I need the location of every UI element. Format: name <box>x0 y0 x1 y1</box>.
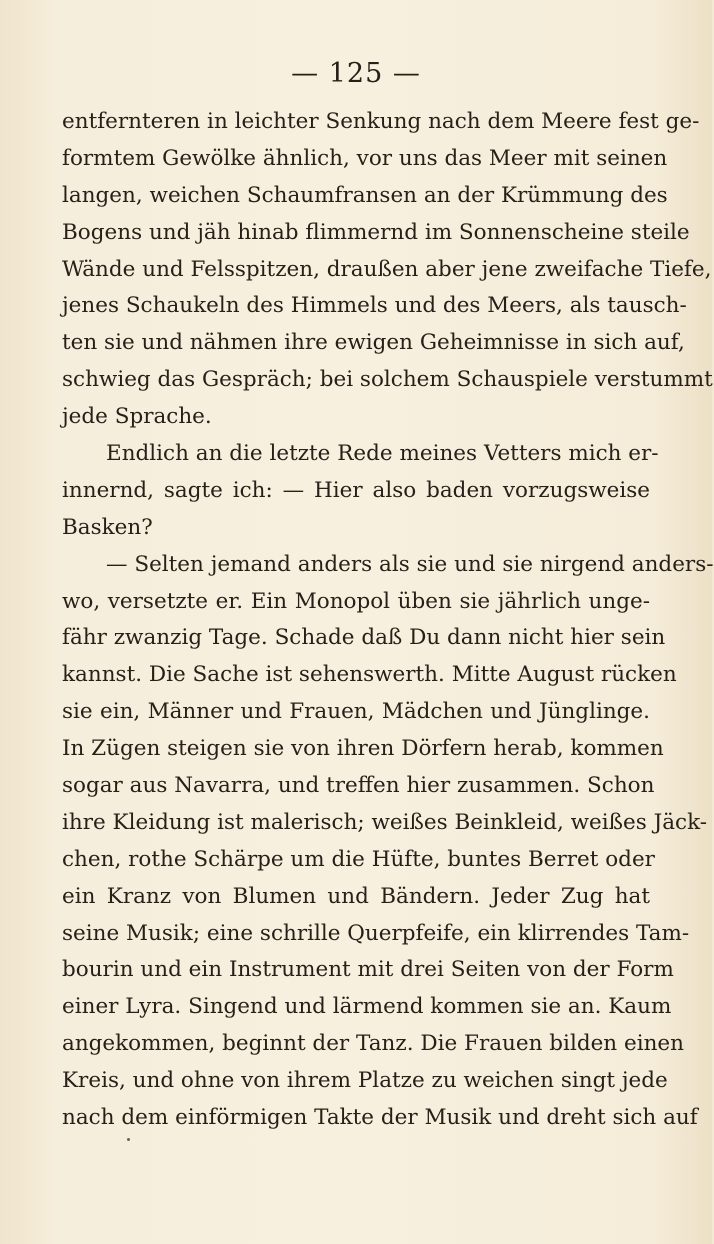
ink-speck <box>127 1138 130 1141</box>
text-line: ein Kranz von Blumen und Bändern. Jeder Zug hat <box>62 883 650 909</box>
text-line: fähr zwanzig Tage. Schade daß Du dann nicht hier sein <box>62 625 666 651</box>
text-line: In Zügen steigen sie von ihren Dörfern herab, kommen <box>62 736 664 762</box>
text-line: sie ein, Männer und Frauen, Mädchen und Jünglinge. <box>62 699 650 725</box>
text-line: innernd, sagte ich: — Hier also baden vorzugsweise <box>62 477 650 503</box>
text-line: Wände und Felsspitzen, draußen aber jene zweifache Tiefe, <box>62 256 712 282</box>
text-line: seine Musik; eine schrille Querpfeife, ein klirrendes Tam- <box>62 920 690 946</box>
text-line: ihre Kleidung ist malerisch; weißes Beinkleid, weißes Jäck- <box>62 809 707 835</box>
text-line: Endlich an die letzte Rede meines Vetters mich er- <box>106 441 659 467</box>
text-line: ten sie und nähmen ihre ewigen Geheimnisse in sich auf, <box>62 330 685 356</box>
text-line: nach dem einförmigen Takte der Musik und dreht sich auf <box>62 1105 698 1131</box>
text-line: Bogens und jäh hinab flimmernd im Sonnenscheine steile <box>62 219 690 245</box>
text-line: jede Sprache. <box>62 404 212 430</box>
page-number: — 125 — <box>291 58 421 89</box>
text-line: jenes Schaukeln des Himmels und des Meers, als tausch- <box>62 293 687 319</box>
text-line: bourin und ein Instrument mit drei Seiten von der Form <box>62 957 674 983</box>
text-line: sogar aus Navarra, und treffen hier zusammen. Schon <box>62 773 655 799</box>
text-line: langen, weichen Schaumfransen an der Krümmung des <box>62 182 668 208</box>
text-line: schwieg das Gespräch; bei solchem Schauspiele verstummt <box>62 367 713 393</box>
text-line: kannst. Die Sache ist sehenswerth. Mitte August rücken <box>62 662 677 688</box>
text-line: Kreis, und ohne von ihrem Platze zu weichen singt jede <box>62 1068 668 1094</box>
text-line: formtem Gewölke ähnlich, vor uns das Meer mit seinen <box>62 145 668 171</box>
text-line: — Selten jemand anders als sie und sie nirgend anders- <box>106 551 714 577</box>
text-line: entfernteren in leichter Senkung nach dem Meere fest ge- <box>62 109 700 134</box>
text-line: angekommen, beginnt der Tanz. Die Frauen bilden einen <box>62 1031 684 1057</box>
body-text <box>62 104 714 1137</box>
text-line: Basken? <box>62 514 153 540</box>
text-line: einer Lyra. Singend und lärmend kommen sie an. Kaum <box>62 994 672 1020</box>
text-line: wo, versetzte er. Ein Monopol üben sie jährlich unge- <box>62 588 650 614</box>
text-line: chen, rothe Schärpe um die Hüfte, buntes Berret oder <box>62 846 655 872</box>
